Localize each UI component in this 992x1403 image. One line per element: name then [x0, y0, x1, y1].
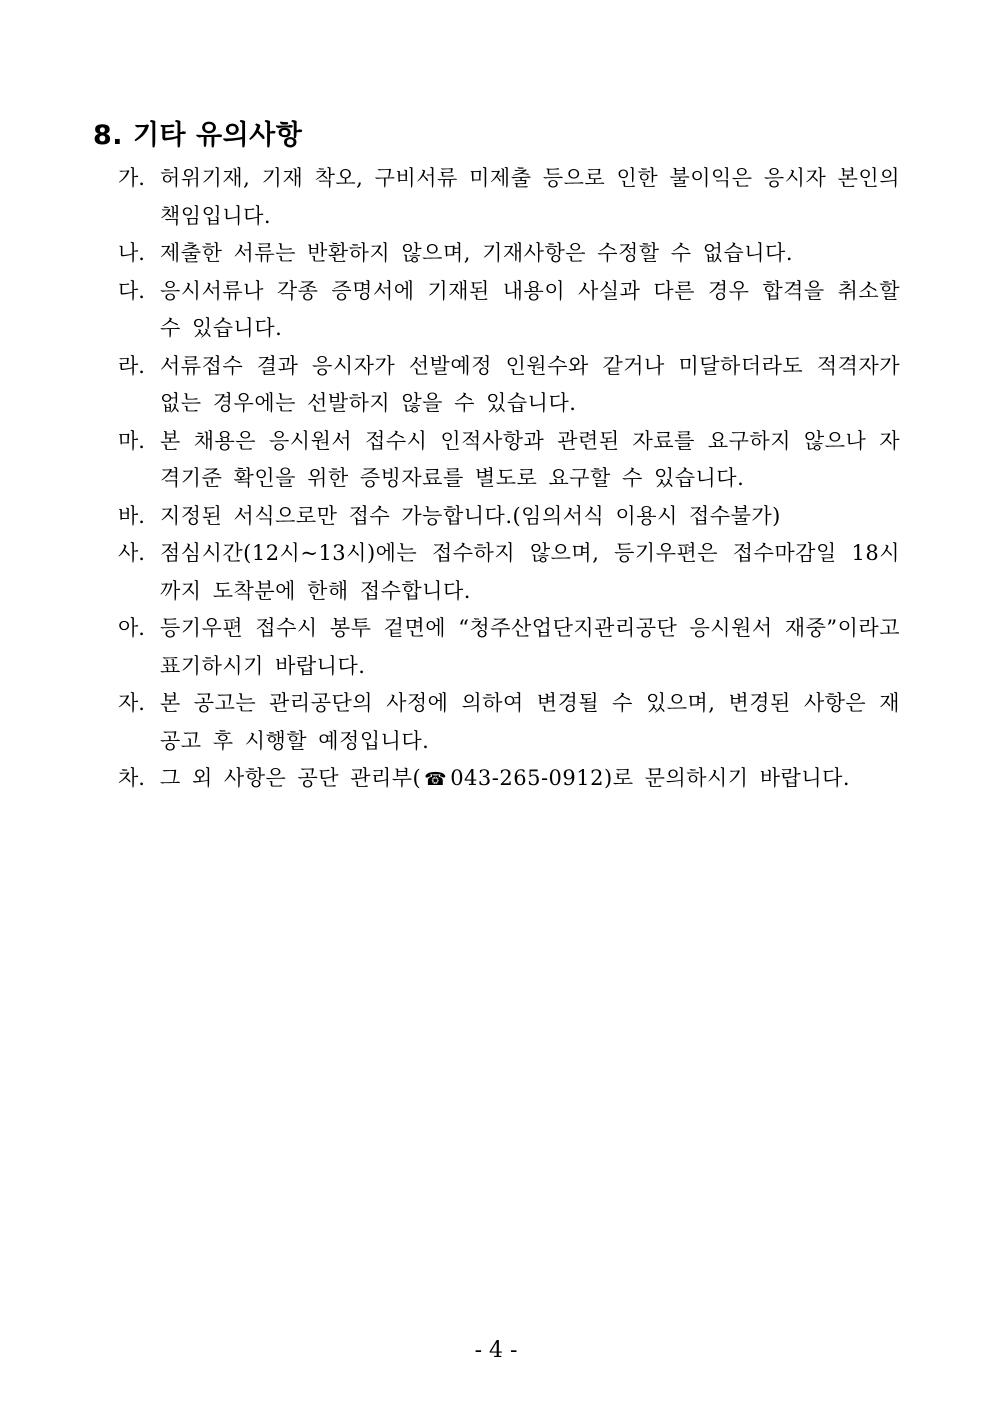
- page-number: - 4 -: [474, 1338, 518, 1363]
- list-item: [118, 348, 900, 423]
- list-item-text: 점심시간(12시~13시)에는 접수하지 않으며, 등기우편은 접수마감일 18시까지 도착분에 한해 접수합니다.: [160, 541, 900, 603]
- list-item-text: 허위기재, 기재 착오, 구비서류 미제출 등으로 인한 불이익은 응시자 본인의 책임입니다.: [160, 166, 900, 228]
- list-item: [118, 685, 900, 760]
- list-item-text: 서류접수 결과 응시자가 선발예정 인원수와 같거나 미달하더라도 적격자가 없는 경우에는 선발하지 않을 수 있습니다.: [160, 353, 900, 415]
- list-item-marker: 가.: [118, 166, 145, 190]
- list-item-text: 본 채용은 응시원서 접수시 인적사항과 관련된 자료를 요구하지 않으나 자격기준 확인을 위한 증빙자료를 별도로 요구할 수 있습니다.: [160, 428, 900, 490]
- phone-icon: ☎: [424, 769, 448, 790]
- list-item: [118, 610, 900, 685]
- list-item-text: 등기우편 접수시 봉투 겉면에 “청주산업단지관리공단 응시원서 재중”이라고 표기하시기 바랍니다.: [160, 616, 900, 678]
- list-item-marker: 차.: [118, 766, 145, 790]
- list-item: [118, 498, 900, 536]
- list-item-text: 응시서류나 각종 증명서에 기재된 내용이 사실과 다른 경우 합격을 취소할 수 있습니다.: [160, 278, 900, 340]
- contact-text-before: 그 외 사항은 공단 관리부(: [160, 766, 422, 790]
- list-item: [118, 535, 900, 610]
- list-item: [118, 273, 900, 348]
- list-item: [118, 235, 900, 273]
- list-item-marker: 다.: [118, 278, 145, 303]
- list-item-marker: 바.: [118, 503, 145, 528]
- list-item: [118, 423, 900, 498]
- contact-list-item: [118, 760, 900, 799]
- list-item-marker: 사.: [118, 541, 145, 565]
- section-title: 8. 기타 유의사항: [93, 120, 303, 151]
- notice-list: [118, 160, 900, 799]
- list-item-marker: 아.: [118, 616, 145, 640]
- phone-number: 043-265-0912: [450, 766, 604, 790]
- list-item-text: 지정된 서식으로만 접수 가능합니다.(임의서식 이용시 접수불가): [160, 503, 781, 528]
- list-item-marker: 자.: [118, 691, 145, 715]
- list-item-marker: 나.: [118, 241, 145, 265]
- list-item-text: 제출한 서류는 반환하지 않으며, 기재사항은 수정할 수 없습니다.: [160, 241, 794, 265]
- list-item-text: 본 공고는 관리공단의 사정에 의하여 변경될 수 있으며, 변경된 사항은 재공고 후 시행할 예정입니다.: [160, 691, 900, 753]
- list-item-marker: 마.: [118, 428, 145, 453]
- list-item: [118, 160, 900, 235]
- contact-text: [160, 760, 900, 799]
- contact-text-after: )로 문의하시기 바랍니다.: [604, 766, 851, 790]
- list-item-marker: 라.: [118, 353, 145, 378]
